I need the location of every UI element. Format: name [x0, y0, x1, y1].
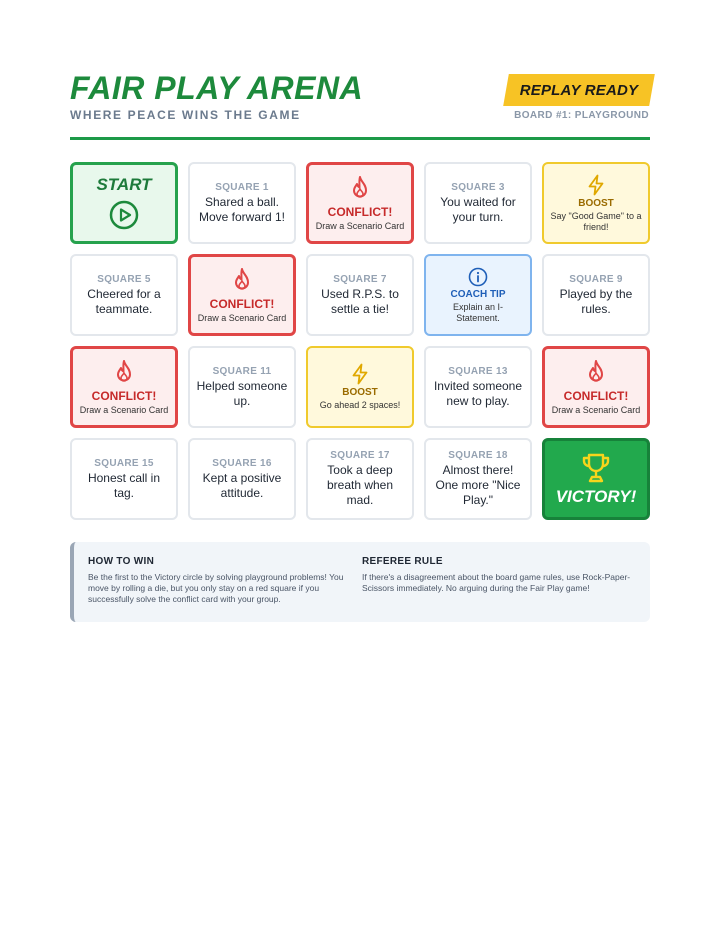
- square-text: You waited for your turn.: [440, 194, 516, 224]
- square-number: SQUARE 13: [448, 365, 508, 377]
- game-board: [70, 162, 650, 520]
- play-circle-icon: [108, 199, 140, 231]
- square-conflict[interactable]: [188, 254, 296, 336]
- square-conflict[interactable]: [306, 162, 414, 244]
- info-icon: [468, 267, 488, 287]
- how-to-win-body: Be the first to the Victory circle by solving playground problems! You move by rolling a die, but you only stay on a red square if you successfully solve the conflict card with your group.: [88, 572, 344, 604]
- flame-icon: [349, 175, 371, 201]
- square-text: Played by the rules.: [559, 286, 633, 316]
- boost-subtitle: Go ahead 2 spaces!: [319, 400, 401, 410]
- square-13[interactable]: [424, 346, 532, 428]
- boost-title: BOOST: [578, 197, 614, 209]
- flame-icon: [231, 267, 253, 293]
- conflict-title: CONFLICT!: [327, 205, 393, 219]
- square-1[interactable]: [188, 162, 296, 244]
- conflict-subtitle: Draw a Scenario Card: [315, 221, 405, 231]
- referee-rule-section: [362, 556, 636, 622]
- square-text: Invited someone new to play.: [433, 378, 523, 408]
- victory-label: VICTORY!: [555, 487, 637, 506]
- square-number: SQUARE 9: [569, 273, 623, 285]
- square-text: Used R.P.S. to settle a tie!: [321, 286, 399, 316]
- square-9[interactable]: [542, 254, 650, 336]
- conflict-subtitle: Draw a Scenario Card: [197, 313, 287, 323]
- square-boost[interactable]: [306, 346, 414, 428]
- conflict-subtitle: Draw a Scenario Card: [551, 405, 641, 415]
- square-number: SQUARE 5: [97, 273, 151, 285]
- square-number: SQUARE 17: [330, 450, 390, 461]
- coach-tip-title: COACH TIP: [450, 288, 506, 300]
- start-label: START: [96, 175, 152, 194]
- square-text: Took a deep breath when mad.: [326, 463, 394, 507]
- referee-rule-title: REFEREE RULE: [362, 556, 443, 567]
- conflict-title: CONFLICT!: [91, 389, 157, 403]
- square-11[interactable]: [188, 346, 296, 428]
- conflict-title: CONFLICT!: [563, 389, 629, 403]
- board-label: BOARD #1: PLAYGROUND: [514, 110, 649, 121]
- square-number: SQUARE 3: [451, 181, 505, 193]
- boost-subtitle: Say "Good Game" to a friend!: [550, 210, 642, 232]
- square-16[interactable]: [188, 438, 296, 520]
- square-17[interactable]: [306, 438, 414, 520]
- conflict-subtitle: Draw a Scenario Card: [79, 405, 169, 415]
- square-text: Cheered for a teammate.: [87, 286, 161, 316]
- square-text: Almost there! One more "Nice Play.": [435, 463, 521, 507]
- how-to-win-title: HOW TO WIN: [88, 556, 155, 567]
- square-number: SQUARE 7: [333, 273, 387, 285]
- square-text: Honest call in tag.: [87, 470, 161, 500]
- square-number: SQUARE 15: [94, 457, 154, 469]
- lightning-icon: [586, 174, 606, 196]
- square-conflict[interactable]: [542, 346, 650, 428]
- square-text: Kept a positive attitude.: [202, 470, 282, 500]
- badge-label: REPLAY READY: [519, 81, 639, 99]
- square-7[interactable]: [306, 254, 414, 336]
- page-subtitle: WHERE PEACE WINS THE GAME: [70, 108, 301, 122]
- flame-icon: [585, 359, 607, 385]
- boost-title: BOOST: [342, 387, 378, 398]
- square-text: Helped someone up.: [196, 378, 288, 408]
- square-number: SQUARE 11: [212, 365, 272, 377]
- square-start[interactable]: [70, 162, 178, 244]
- square-text: Shared a ball. Move forward 1!: [198, 194, 286, 224]
- square-number: SQUARE 18: [448, 450, 508, 461]
- square-boost[interactable]: [542, 162, 650, 244]
- square-18[interactable]: [424, 438, 532, 520]
- square-number: SQUARE 16: [212, 457, 272, 469]
- page-title: FAIR PLAY ARENA: [70, 70, 364, 106]
- square-number: SQUARE 1: [215, 181, 269, 193]
- flame-icon: [113, 359, 135, 385]
- header-divider: [70, 137, 650, 140]
- replay-ready-badge[interactable]: [506, 74, 652, 106]
- square-15[interactable]: [70, 438, 178, 520]
- rules-panel: [70, 542, 650, 622]
- conflict-title: CONFLICT!: [209, 297, 275, 311]
- square-5[interactable]: [70, 254, 178, 336]
- square-conflict[interactable]: [70, 346, 178, 428]
- referee-rule-body: If there's a disagreement about the board game rules, use Rock-Paper-Scissors immediately. No arguing during the Fair Play game!: [362, 572, 631, 593]
- square-coach-tip[interactable]: [424, 254, 532, 336]
- how-to-win-section: [88, 556, 362, 622]
- trophy-icon: [579, 451, 613, 485]
- square-victory[interactable]: [542, 438, 650, 520]
- lightning-icon: [350, 363, 370, 385]
- coach-tip-subtitle: Explain an I-Statement.: [452, 301, 504, 323]
- square-3[interactable]: [424, 162, 532, 244]
